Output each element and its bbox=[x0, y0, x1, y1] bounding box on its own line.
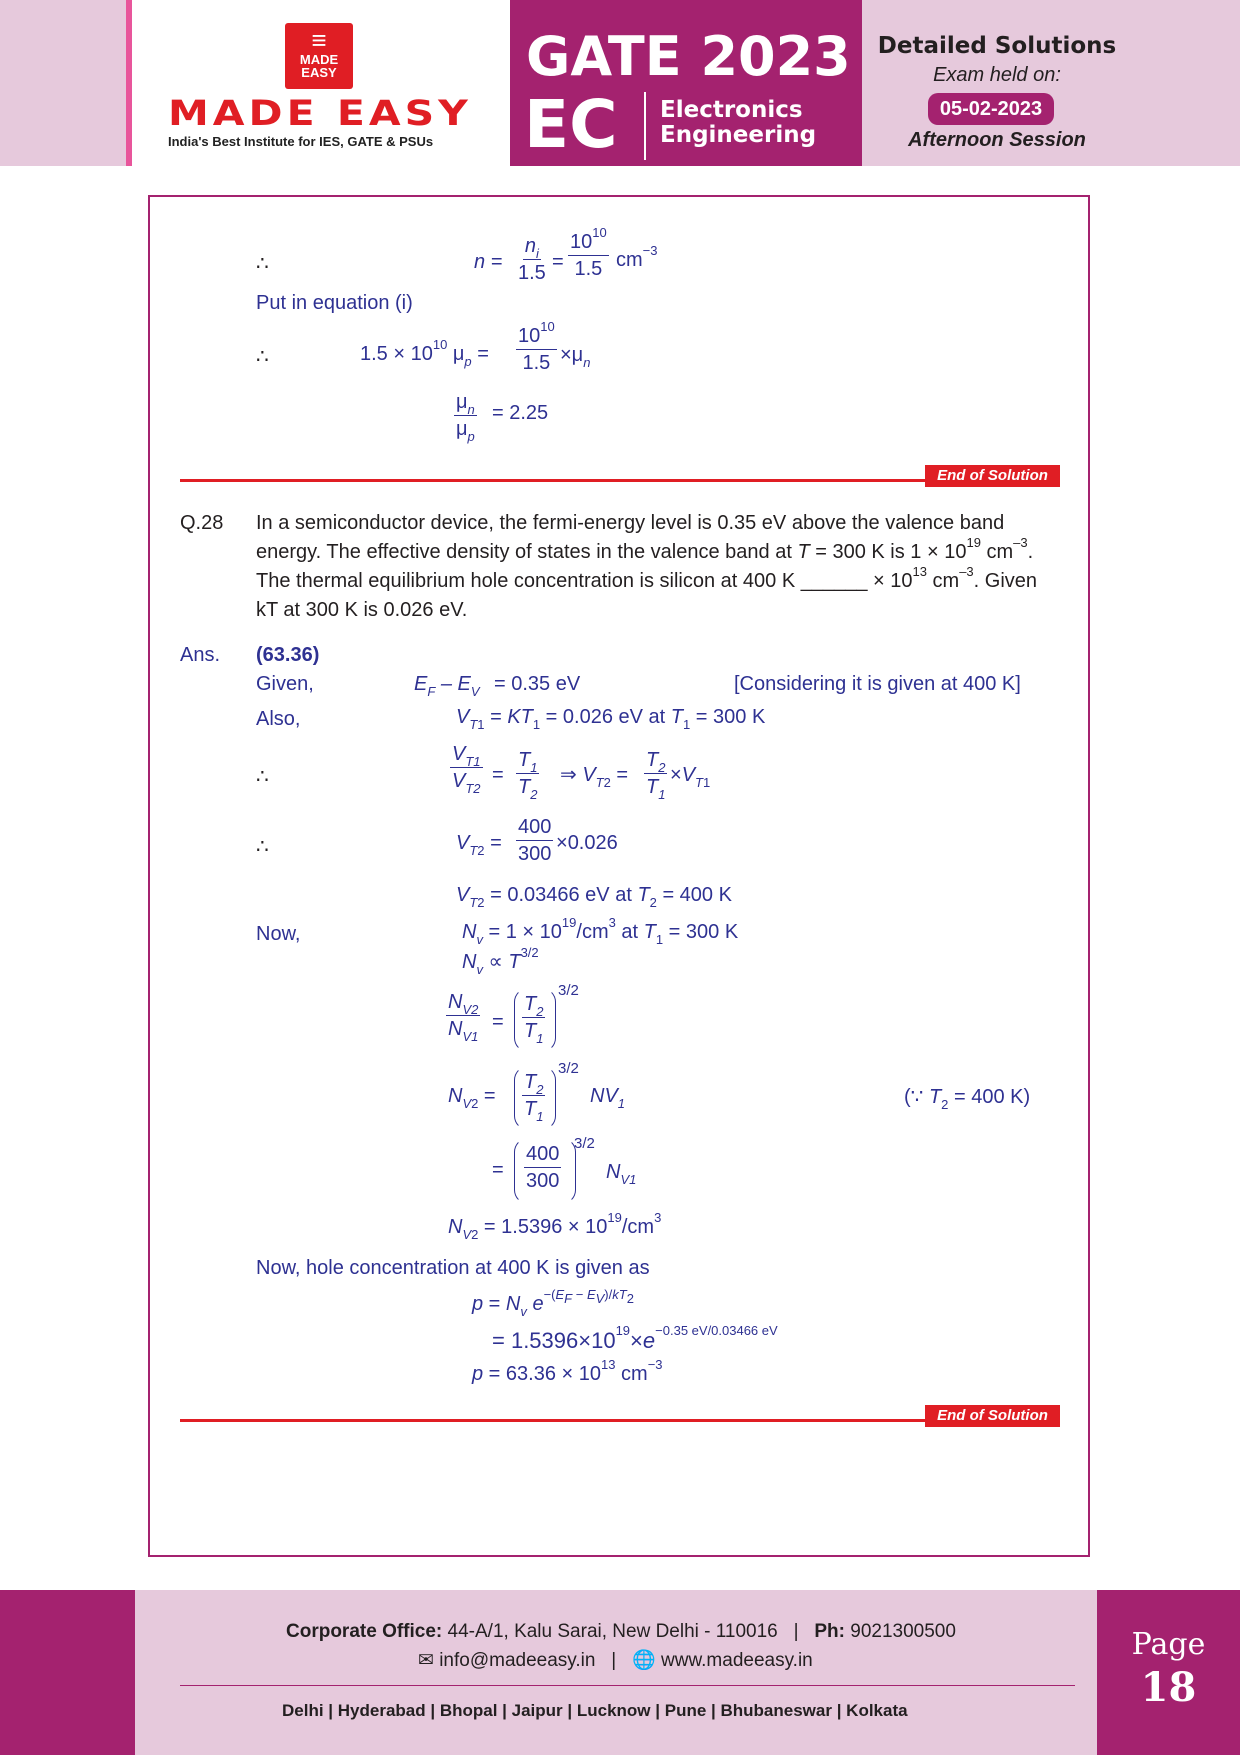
eq-mobility-rhs: $\times\mu_n$ bbox=[560, 344, 591, 370]
now-label: Now, bbox=[256, 923, 301, 945]
contact-separator: | bbox=[600, 1650, 627, 1671]
question-line-4: kT at 300 K is 0.026 eV. bbox=[256, 599, 468, 621]
also-label: Also, bbox=[256, 708, 301, 730]
note-t2-value: 400 K) bbox=[971, 1086, 1031, 1108]
logo-text-top: MADE bbox=[299, 52, 339, 67]
question-line-3: The thermal equilibrium hole concentration is silicon at 400 K ______ × $10^{13}$ $cm^{-3}$. Given bbox=[256, 564, 1038, 592]
mail-icon: ✉ bbox=[418, 1650, 434, 1671]
end-of-solution-badge: End of Solution bbox=[925, 465, 1060, 487]
globe-icon: 🌐 bbox=[632, 1650, 656, 1671]
eq-vt2-expr: ⇒ $V_{T2}$ = bbox=[560, 764, 629, 790]
exam-title: GATE 2023 bbox=[526, 25, 851, 88]
eq-p-substitution: = $1.5396\times 10^{19}\times e^{-0.35 eV/0.03466 eV}$ bbox=[492, 1323, 778, 1353]
brand-tagline: India's Best Institute for IES, GATE & PSUs bbox=[168, 134, 434, 149]
eq-nv2-result: $N_{V2} = 1.5396 \times 10^{19}/cm^3$ bbox=[448, 1210, 662, 1242]
page-number: 18 bbox=[1140, 1664, 1197, 1711]
exam-session: Afternoon Session bbox=[908, 129, 1086, 151]
therefore-symbol-4: ∴ bbox=[256, 836, 269, 858]
answer-label: Ans. bbox=[180, 644, 221, 666]
phone-number: 9021300500 bbox=[850, 1621, 956, 1642]
given-label: Given, bbox=[256, 673, 314, 695]
question-number: Q.28 bbox=[180, 512, 224, 534]
given-note: [Considering it is given at 400 K] bbox=[734, 673, 1021, 695]
therefore-symbol-3: ∴ bbox=[256, 766, 269, 788]
eq-vt2-factor: 0.026 bbox=[567, 832, 618, 854]
footer-separator: | bbox=[783, 1621, 810, 1642]
end-of-solution-rule bbox=[180, 479, 925, 482]
exponent-3-2-b: 3/2 bbox=[558, 1060, 579, 1077]
eq-vt2-lhs: $V_{T2}$ = bbox=[456, 832, 502, 858]
branch-line-2: Engineering bbox=[660, 122, 817, 149]
footer-left-panel bbox=[0, 1590, 135, 1755]
eq-ratio-frac: $\frac{\mu_n}{\mu_p}$ bbox=[456, 391, 475, 444]
eq-nv-ratio-frac: $\frac{N_{V2}}{N_{V1}}$ bbox=[448, 991, 479, 1044]
corporate-office-line bbox=[286, 1622, 956, 1641]
brand-name: MADE EASY bbox=[168, 92, 472, 134]
given-value: = 0.35 eV bbox=[494, 673, 581, 695]
eq-t2-t1-frac: $\frac{T_2}{T_1}$ bbox=[646, 749, 666, 802]
eq-nv-ratio-equals: = bbox=[492, 1011, 504, 1033]
exponent-3-2-a: 3/2 bbox=[558, 982, 579, 999]
eq-vt2-rhs: ×0.026 bbox=[556, 832, 618, 854]
eq-n-equals: = bbox=[552, 251, 564, 273]
held-on-label: Exam held on: bbox=[933, 64, 1061, 86]
website-link[interactable]: www.madeeasy.in bbox=[661, 1650, 813, 1671]
eq-nv-value: $N_v = 1 \times 10^{19}/cm^3$ at $T_1 = 300$ K bbox=[462, 915, 739, 947]
branch-line-1: Electronics bbox=[660, 97, 803, 123]
footer-info-panel bbox=[135, 1590, 1097, 1755]
eq-vt-ratio-frac: $\frac{V_{T1}}{V_{T2}}$ bbox=[452, 743, 481, 796]
page-label: Page bbox=[1131, 1627, 1206, 1662]
exam-date-badge: 05-02-2023 bbox=[928, 93, 1054, 125]
hole-concentration-text: Now, hole concentration at 400 K is given as bbox=[256, 1257, 650, 1279]
eq-n-frac-1: $\frac{n_i}{1.5}$ bbox=[518, 235, 546, 284]
eq-vt-ratio-equals: = bbox=[492, 764, 504, 786]
contact-line bbox=[418, 1651, 813, 1670]
email-link[interactable]: info@madeeasy.in bbox=[439, 1650, 596, 1671]
office-address: 44-A/1, Kalu Sarai, New Delhi - 110016 bbox=[447, 1621, 778, 1642]
answer-value: (63.36) bbox=[256, 644, 320, 666]
eq-400-300-frac: $\frac{400}{300}$ bbox=[518, 816, 552, 865]
put-in-equation: Put in equation (i) bbox=[256, 292, 413, 314]
eq-nv2-lhs: $N_{V2}$ = bbox=[448, 1085, 496, 1111]
question-line-3-text: The thermal equilibrium hole concentration is silicon at 400 K ______ × 10 bbox=[256, 570, 913, 592]
exam-branch bbox=[660, 98, 816, 149]
eq-nv1-factor-2: $N_{V1}$ bbox=[606, 1161, 637, 1187]
phone-label: Ph: bbox=[814, 1621, 845, 1642]
eq-mobility-frac: $\frac{10^{10}}{1.5}$ bbox=[518, 319, 555, 374]
solutions-title: Detailed Solutions bbox=[877, 33, 1117, 59]
eq-t2t1-frac-2: $\frac{T_2}{T_1}$ bbox=[524, 1071, 544, 1124]
eq-p-formula: $p = N_v$ $e^{-(E_F - E_V)/kT_2}$ bbox=[472, 1287, 634, 1319]
given-ef-ev: $E_F - E_V$ bbox=[414, 673, 480, 699]
end-of-solution-rule-2 bbox=[180, 1419, 925, 1422]
eq-n-unit: $cm^{-3}$ bbox=[616, 243, 658, 271]
eq-numeric-equals: = bbox=[492, 1159, 504, 1181]
end-of-solution-badge-2: End of Solution bbox=[925, 1405, 1060, 1427]
eq-p-result: $p = 63.36 \times 10^{13}$ $cm^{-3}$ bbox=[472, 1357, 663, 1385]
therefore-symbol: ∴ bbox=[256, 253, 269, 275]
eq-nv1-factor: $NV_1$ bbox=[590, 1085, 626, 1111]
eq-vt1-factor: $\times V_{T1}$ bbox=[670, 764, 711, 790]
question-line-2: energy. The effective density of states in the valence band at T = 300 K is $1 \times 10^{19}$ $cm^{-3}$. bbox=[256, 535, 1034, 563]
logo-text-bottom: EASY bbox=[301, 65, 337, 80]
question-line-1: In a semiconductor device, the fermi-energy level is 0.35 eV above the valence band bbox=[256, 512, 1005, 534]
exam-code: EC bbox=[524, 86, 618, 163]
exponent-3-2-c: 3/2 bbox=[574, 1135, 595, 1152]
therefore-symbol-2: ∴ bbox=[256, 346, 269, 368]
header-side-strip bbox=[0, 0, 128, 166]
city-list: Delhi | Hyderabad | Bhopal | Jaipur | Lucknow | Pune | Bhubaneswar | Kolkata bbox=[282, 1701, 908, 1720]
eq-ratio-result: = 2.25 bbox=[492, 402, 549, 424]
eq-400-300-frac-2: $\frac{400}{300}$ bbox=[526, 1143, 560, 1192]
eq-thermal-voltage: $V_{T1} = KT_1 = 0.026$ eV at $T_1 = 300$ K bbox=[456, 706, 766, 732]
eq-n-frac-2: $\frac{10^{10}}{1.5}$ bbox=[570, 225, 607, 280]
exam-code-divider bbox=[644, 92, 646, 160]
eq-n-lhs: n = bbox=[474, 251, 503, 273]
office-label: Corporate Office: bbox=[286, 1621, 443, 1642]
note-t2: (∵ $T_2 = 400$ K) bbox=[904, 1086, 1031, 1112]
eq-nv-proportional: $N_v \propto T^{3/2}$ bbox=[462, 945, 539, 977]
header-accent-line bbox=[126, 0, 132, 166]
eq-vt2-result: $V_{T2} = 0.03466$ eV at $T_2 = 400$ K bbox=[456, 884, 732, 910]
content-frame bbox=[148, 195, 1090, 1557]
eq-mobility-lhs: $1.5 \times 10^{10}$ $\mu_p$ = bbox=[360, 337, 489, 369]
footer-rule bbox=[180, 1685, 1075, 1686]
eq-t-ratio-frac: $\frac{T_1}{T_2}$ bbox=[518, 749, 538, 802]
made-easy-logo-icon: ≡ MADE EASY bbox=[285, 23, 353, 89]
eq-t2t1-frac-1: $\frac{T_2}{T_1}$ bbox=[524, 993, 544, 1046]
